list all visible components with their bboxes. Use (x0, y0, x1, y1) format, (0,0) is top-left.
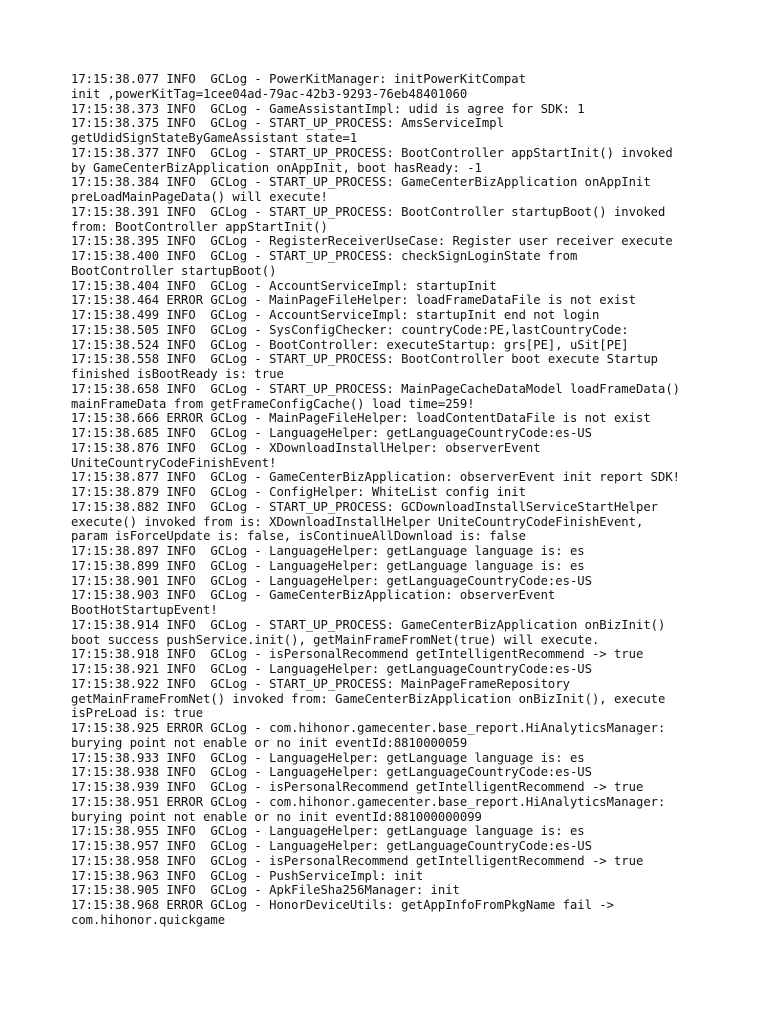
log-line: finished isBootReady is: true (71, 367, 284, 381)
log-line: 17:15:38.558 INFO GCLog - START_UP_PROCESS: BootController boot execute Startup (71, 352, 658, 367)
log-line: 17:15:38.933 INFO GCLog - LanguageHelper: getLanguage language is: es (71, 750, 585, 765)
log-line: 17:15:38.905 INFO GCLog - ApkFileSha256Manager: init (71, 883, 460, 898)
log-line: 17:15:38.922 INFO GCLog - START_UP_PROCESS: MainPageFrameRepository (71, 676, 570, 691)
log-line: mainFrameData from getFrameConfigCache() load time=259! (71, 396, 475, 411)
log-line: 17:15:38.938 INFO GCLog - LanguageHelper: getLanguageCountryCode:es-US (71, 765, 592, 780)
log-line: isPreLoad is: true (71, 706, 204, 721)
log-line: 17:15:38.666 ERROR GCLog - MainPageFileHelper: loadContentDataFile is not exist (71, 411, 651, 426)
log-line: UniteCountryCodeFinishEvent! (71, 455, 277, 470)
log-line: 17:15:38.077 INFO GCLog - PowerKitManager: initPowerKitCompat (71, 72, 526, 86)
log-line: 17:15:38.951 ERROR GCLog - com.hihonor.gamecenter.base_report.HiAnalyticsManager: (71, 794, 666, 809)
log-line: 17:15:38.968 ERROR GCLog - HonorDeviceUtils: getAppInfoFromPkgName fail -> (71, 898, 614, 912)
document-page (71, 72, 711, 928)
log-line: 17:15:38.918 INFO GCLog - isPersonalRecommend getIntelligentRecommend -> true (71, 647, 644, 662)
log-line: 17:15:38.957 INFO GCLog - LanguageHelper: getLanguageCountryCode:es-US (71, 839, 592, 853)
log-line: from: BootController appStartInit() (71, 219, 328, 234)
log-line: 17:15:38.505 INFO GCLog - SysConfigChecker: countryCode:PE,lastCountryCode: (71, 322, 629, 337)
log-line: 17:15:38.391 INFO GCLog - START_UP_PROCESS: BootController startupBoot() invoked (71, 204, 666, 219)
log-line: 17:15:38.373 INFO GCLog - GameAssistantImpl: udid is agree for SDK: 1 (71, 101, 585, 116)
log-line: 17:15:38.901 INFO GCLog - LanguageHelper: getLanguageCountryCode:es-US (71, 573, 592, 588)
log-line: BootHotStartupEvent! (71, 603, 218, 617)
log-line: 17:15:38.685 INFO GCLog - LanguageHelper: getLanguageCountryCode:es-US (71, 426, 592, 440)
log-line: preLoadMainPageData() will execute! (71, 190, 328, 204)
log-line: burying point not enable or no init eventId:881000000099 (71, 809, 482, 824)
log-line: 17:15:38.897 INFO GCLog - LanguageHelper: getLanguage language is: es (71, 544, 585, 558)
log-line: 17:15:38.955 INFO GCLog - LanguageHelper: getLanguage language is: es (71, 824, 585, 839)
log-line: 17:15:38.899 INFO GCLog - LanguageHelper: getLanguage language is: es (71, 558, 585, 573)
log-text-block (71, 72, 711, 928)
log-line: boot success pushService.init(), getMainFrameFromNet(true) will execute. (71, 632, 600, 647)
log-line: 17:15:38.876 INFO GCLog - XDownloadInstallHelper: observerEvent (71, 440, 541, 455)
log-line: execute() invoked from is: XDownloadInstallHelper UniteCountryCodeFinishEvent, (71, 514, 644, 529)
log-line: 17:15:38.925 ERROR GCLog - com.hihonor.gamecenter.base_report.HiAnalyticsManager: (71, 721, 666, 735)
log-line: param isForceUpdate is: false, isContinueAllDownload is: false (71, 529, 526, 544)
log-line: 17:15:38.377 INFO GCLog - START_UP_PROCESS: BootController appStartInit() invoked (71, 145, 673, 160)
log-line: com.hihonor.quickgame (71, 912, 226, 927)
log-line: 17:15:38.882 INFO GCLog - START_UP_PROCESS: GCDownloadInstallServiceStartHelper (71, 499, 658, 514)
log-line: by GameCenterBizApplication onAppInit, boot hasReady: -1 (71, 160, 482, 175)
log-line: 17:15:38.963 INFO GCLog - PushServiceImpl: init (71, 868, 424, 883)
log-line: 17:15:38.879 INFO GCLog - ConfigHelper: WhiteList config init (71, 485, 526, 499)
log-line: 17:15:38.400 INFO GCLog - START_UP_PROCESS: checkSignLoginState from (71, 249, 578, 263)
log-line: 17:15:38.384 INFO GCLog - START_UP_PROCESS: GameCenterBizApplication onAppInit (71, 175, 651, 190)
log-line: getMainFrameFromNet() invoked from: GameCenterBizApplication onBizInit(), execute (71, 691, 666, 706)
log-line: getUdidSignStateByGameAssistant state=1 (71, 131, 358, 145)
log-line: 17:15:38.395 INFO GCLog - RegisterReceiverUseCase: Register user receiver execute (71, 234, 673, 249)
log-line: 17:15:38.524 INFO GCLog - BootController: executeStartup: grs[PE], uSit[PE] (71, 337, 629, 352)
log-line: 17:15:38.658 INFO GCLog - START_UP_PROCESS: MainPageCacheDataModel loadFrameData() (71, 381, 681, 396)
log-line: BootController startupBoot() (71, 263, 277, 278)
log-line: 17:15:38.939 INFO GCLog - isPersonalRecommend getIntelligentRecommend -> true (71, 780, 644, 794)
log-line: 17:15:38.499 INFO GCLog - AccountServiceImpl: startupInit end not login (71, 308, 600, 322)
log-line: 17:15:38.903 INFO GCLog - GameCenterBizApplication: observerEvent (71, 588, 556, 603)
log-line: init ,powerKitTag=1cee04ad-79ac-42b3-9293-76eb48401060 (71, 86, 468, 101)
log-line: 17:15:38.464 ERROR GCLog - MainPageFileHelper: loadFrameDataFile is not exist (71, 293, 636, 308)
log-line: 17:15:38.958 INFO GCLog - isPersonalRecommend getIntelligentRecommend -> true (71, 853, 644, 868)
log-line: 17:15:38.914 INFO GCLog - START_UP_PROCESS: GameCenterBizApplication onBizInit() (71, 617, 666, 632)
log-line: 17:15:38.877 INFO GCLog - GameCenterBizApplication: observerEvent init report SDK! (71, 470, 681, 485)
log-line: 17:15:38.404 INFO GCLog - AccountServiceImpl: startupInit (71, 278, 497, 293)
log-line: burying point not enable or no init eventId:8810000059 (71, 735, 468, 750)
log-line: 17:15:38.921 INFO GCLog - LanguageHelper: getLanguageCountryCode:es-US (71, 662, 592, 676)
log-line: 17:15:38.375 INFO GCLog - START_UP_PROCESS: AmsServiceImpl (71, 116, 504, 131)
